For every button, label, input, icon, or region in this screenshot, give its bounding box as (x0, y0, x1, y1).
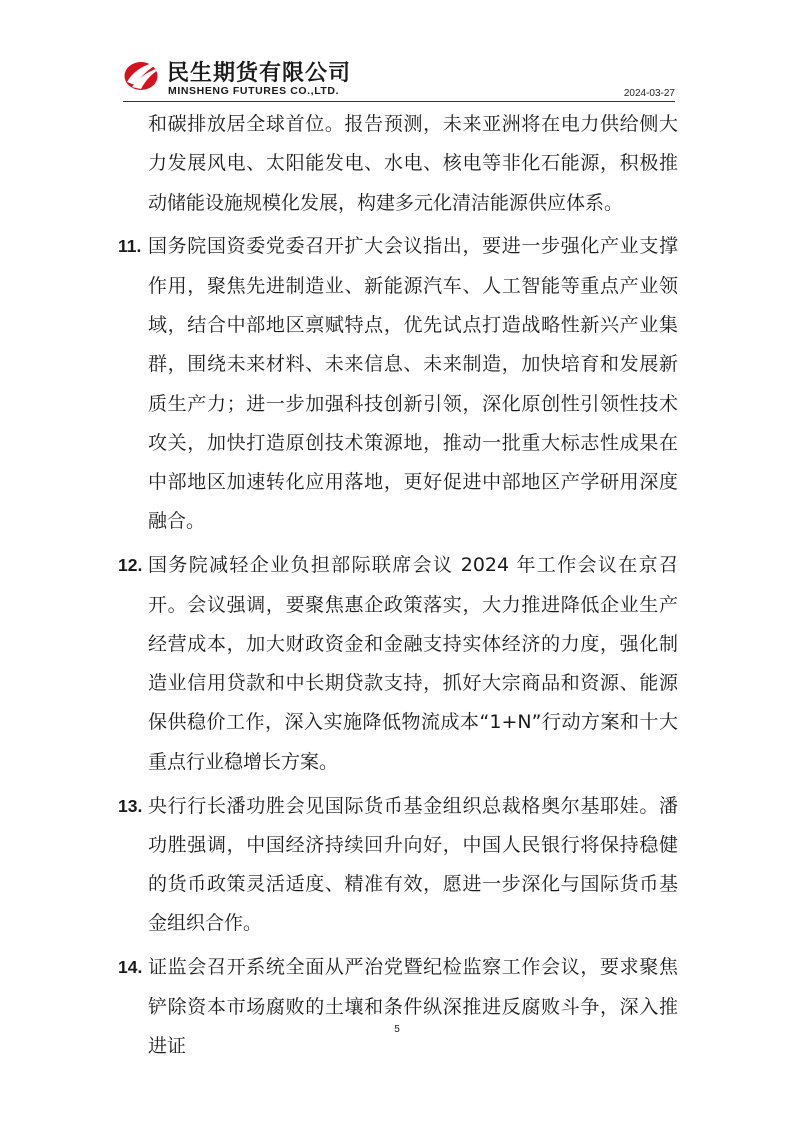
item-text: 央行行长潘功胜会见国际货币基金组织总裁格奥尔基耶娃。潘功胜强调，中国经济持续回升向好，中国人民银行将保持稳健的货币政策灵活适度、精准有效，愿进一步深化与国际货币基金组织合作。 (148, 794, 678, 935)
company-name-en: MINSHENG FUTURES CO.,LTD. (168, 85, 340, 97)
item-number: 11. (118, 236, 142, 257)
company-name-cn: 民生期货有限公司 (167, 61, 352, 86)
list-item (118, 948, 678, 1066)
item-number: 13. (118, 795, 143, 816)
header-divider (123, 101, 675, 102)
minsheng-logo-icon (123, 57, 163, 93)
item-number: 14. (118, 957, 143, 978)
page-number: 5 (394, 1024, 400, 1035)
continued-paragraph: 和碳排放居全球首位。报告预测，未来亚洲将在电力供给侧大力发展风电、太阳能发电、水电、核电等非化石能源，积极推动储能设施规模化发展，构建多元化清洁能源供应体系。 (148, 113, 678, 214)
item-text: 国务院减轻企业负担部际联席会议 2024 年工作会议在京召开。会议强调，要聚焦惠企政策落实，大力推进降低企业生产经营成本，加大财政资金和金融支持实体经济的力度，强化制造业信用贷款和中长期贷款支持，抓好大宗商品和资源、能源保供稳价工作，深入实施降低物流成本“1+N”行动方案和十大重点行业稳增长方案。 (148, 554, 678, 773)
list-item (118, 546, 678, 782)
report-date: 2024-03-27 (623, 88, 675, 99)
list-item (118, 227, 678, 541)
page-header (123, 55, 675, 101)
document-body (118, 105, 678, 1066)
item-number: 12. (118, 555, 143, 576)
list-item (118, 787, 678, 944)
item-text: 证监会召开系统全面从严治党暨纪检监察工作会议，要求聚焦铲除资本市场腐败的土壤和条件纵深推进反腐败斗争，深入推进证 (148, 956, 678, 1057)
item-text: 国务院国资委党委召开扩大会议指出，要进一步强化产业支撑作用，聚焦先进制造业、新能源汽车、人工智能等重点产业领域，结合中部地区禀赋特点，优先试点打造战略性新兴产业集群，围绕未来材料、未来信息、未来制造，加快培育和发展新质生产力；进一步加强科技创新引领，深化原创性引领性技术攻关，加快打造原创技术策源地，推动一批重大标志性成果在中部地区加速转化应用落地，更好促进中部地区产学研用深度融合。 (148, 235, 678, 533)
